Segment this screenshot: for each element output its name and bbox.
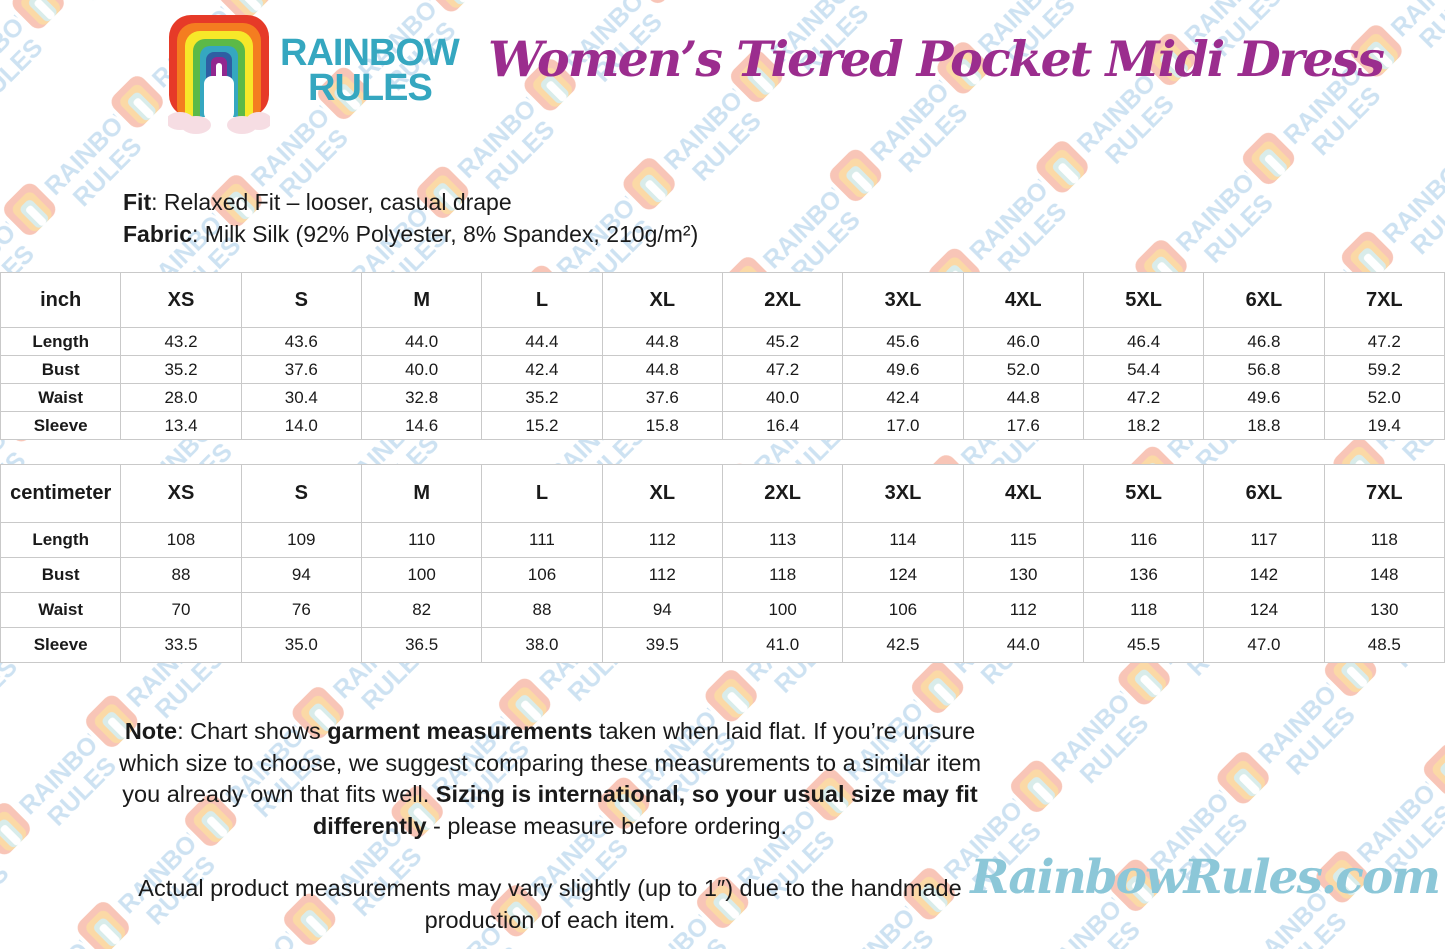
measurement-label: Waist (1, 384, 121, 412)
measurement-value: 49.6 (843, 356, 963, 384)
fit-line: Fit: Relaxed Fit – looser, casual drape (123, 189, 512, 215)
measurement-value: 100 (722, 593, 842, 628)
website-watermark: RainbowRules.com (970, 850, 1439, 905)
measurement-row (1, 523, 1445, 558)
measurement-value: 38.0 (482, 628, 602, 663)
measurement-value: 118 (722, 558, 842, 593)
size-column-header: 4XL (963, 273, 1083, 328)
measurement-value: 47.2 (1083, 384, 1203, 412)
measurement-value: 44.8 (602, 328, 722, 356)
size-table-inch (0, 272, 1445, 440)
measurement-value: 130 (1324, 593, 1444, 628)
measurement-value: 16.4 (722, 412, 842, 440)
measurement-value: 47.2 (722, 356, 842, 384)
measurement-value: 115 (963, 523, 1083, 558)
measurement-value: 142 (1204, 558, 1324, 593)
measurement-row (1, 412, 1445, 440)
measurement-value: 136 (1083, 558, 1203, 593)
size-column-header: S (241, 465, 361, 523)
measurement-value: 44.8 (963, 384, 1083, 412)
size-table-header-row (1, 273, 1445, 328)
measurement-row (1, 558, 1445, 593)
variance-paragraph: Actual product measurements may vary slightly (up to 1″) due to the handmade production of each item. (138, 875, 962, 933)
measurement-value: 46.8 (1204, 328, 1324, 356)
measurement-value: 37.6 (602, 384, 722, 412)
measurement-value: 88 (482, 593, 602, 628)
measurement-value: 94 (602, 593, 722, 628)
measurement-value: 14.6 (361, 412, 481, 440)
measurement-value: 106 (482, 558, 602, 593)
page-title: Women’s Tiered Pocket Midi Dress (488, 30, 1383, 88)
measurement-label: Waist (1, 593, 121, 628)
measurement-value: 116 (1083, 523, 1203, 558)
logo-wordmark-line1: RAINBOW (280, 32, 459, 74)
measurement-value: 54.4 (1083, 356, 1203, 384)
measurement-value: 112 (602, 558, 722, 593)
fabric-line: Fabric: Milk Silk (92% Polyester, 8% Spandex, 210g/m²) (123, 221, 699, 247)
measurement-value: 47.2 (1324, 328, 1444, 356)
logo-wordmark-line2: RULES (308, 66, 432, 109)
measurement-value: 44.0 (361, 328, 481, 356)
measurement-value: 44.8 (602, 356, 722, 384)
size-column-header: XL (602, 273, 722, 328)
measurement-value: 37.6 (241, 356, 361, 384)
measurement-value: 48.5 (1324, 628, 1444, 663)
measurement-value: 39.5 (602, 628, 722, 663)
measurement-value: 44.0 (963, 628, 1083, 663)
measurement-value: 33.5 (121, 628, 241, 663)
note-paragraph: Note: Chart shows garment measurements taken when laid flat. If you’re unsure which size to choose, we suggest comparing these measurements to a similar item you already own that fits well. Sizing is international, so your usual size may fit differently - please measure before ordering. (118, 718, 982, 839)
measurement-value: 45.2 (722, 328, 842, 356)
measurement-value: 52.0 (1324, 384, 1444, 412)
measurement-value: 108 (121, 523, 241, 558)
measurement-label: Sleeve (1, 628, 121, 663)
product-info (123, 186, 698, 250)
size-column-header: 3XL (843, 465, 963, 523)
size-column-header: 3XL (843, 273, 963, 328)
measurement-value: 35.2 (121, 356, 241, 384)
measurement-value: 52.0 (963, 356, 1083, 384)
rainbow-logo-icon (168, 14, 270, 134)
measurement-value: 19.4 (1324, 412, 1444, 440)
measurement-label: Bust (1, 558, 121, 593)
size-column-header: M (361, 273, 481, 328)
measurement-value: 88 (121, 558, 241, 593)
measurement-value: 94 (241, 558, 361, 593)
measurement-value: 112 (963, 593, 1083, 628)
measurement-value: 14.0 (241, 412, 361, 440)
measurement-value: 49.6 (1204, 384, 1324, 412)
measurement-label: Sleeve (1, 412, 121, 440)
size-column-header: 5XL (1083, 273, 1203, 328)
measurement-value: 118 (1324, 523, 1444, 558)
measurement-value: 59.2 (1324, 356, 1444, 384)
size-column-header: 7XL (1324, 465, 1444, 523)
measurement-row (1, 384, 1445, 412)
measurement-value: 117 (1204, 523, 1324, 558)
notes-section (108, 716, 992, 936)
size-column-header: XL (602, 465, 722, 523)
measurement-value: 70 (121, 593, 241, 628)
measurement-label: Length (1, 523, 121, 558)
size-column-header: 6XL (1204, 465, 1324, 523)
measurement-value: 113 (722, 523, 842, 558)
measurement-value: 30.4 (241, 384, 361, 412)
measurement-value: 148 (1324, 558, 1444, 593)
measurement-value: 43.6 (241, 328, 361, 356)
measurement-value: 114 (843, 523, 963, 558)
logo-wordmark (280, 32, 459, 109)
measurement-row (1, 328, 1445, 356)
measurement-value: 40.0 (722, 384, 842, 412)
measurement-value: 130 (963, 558, 1083, 593)
measurement-value: 17.6 (963, 412, 1083, 440)
measurement-value: 111 (482, 523, 602, 558)
measurement-value: 44.4 (482, 328, 602, 356)
measurement-value: 46.0 (963, 328, 1083, 356)
size-column-header: L (482, 273, 602, 328)
measurement-value: 76 (241, 593, 361, 628)
measurement-value: 124 (843, 558, 963, 593)
size-column-header: 2XL (722, 465, 842, 523)
measurement-label: Bust (1, 356, 121, 384)
measurement-value: 82 (361, 593, 481, 628)
measurement-value: 32.8 (361, 384, 481, 412)
measurement-value: 18.8 (1204, 412, 1324, 440)
measurement-value: 13.4 (121, 412, 241, 440)
measurement-value: 36.5 (361, 628, 481, 663)
measurement-value: 100 (361, 558, 481, 593)
measurement-row (1, 628, 1445, 663)
rainbow-rules-logo (168, 14, 459, 134)
size-column-header: 2XL (722, 273, 842, 328)
measurement-value: 124 (1204, 593, 1324, 628)
size-column-header: 7XL (1324, 273, 1444, 328)
measurement-value: 35.0 (241, 628, 361, 663)
size-column-header: 4XL (963, 465, 1083, 523)
measurement-value: 110 (361, 523, 481, 558)
size-column-header: 5XL (1083, 465, 1203, 523)
size-table-centimeter (0, 464, 1445, 663)
size-column-header: L (482, 465, 602, 523)
measurement-value: 46.4 (1083, 328, 1203, 356)
size-column-header: XS (121, 273, 241, 328)
measurement-row (1, 593, 1445, 628)
unit-label: inch (1, 273, 121, 328)
measurement-value: 35.2 (482, 384, 602, 412)
size-column-header: S (241, 273, 361, 328)
measurement-value: 45.5 (1083, 628, 1203, 663)
measurement-value: 18.2 (1083, 412, 1203, 440)
measurement-value: 45.6 (843, 328, 963, 356)
measurement-value: 17.0 (843, 412, 963, 440)
measurement-value: 42.4 (482, 356, 602, 384)
measurement-value: 47.0 (1204, 628, 1324, 663)
measurement-value: 106 (843, 593, 963, 628)
measurement-label: Length (1, 328, 121, 356)
size-column-header: XS (121, 465, 241, 523)
measurement-value: 56.8 (1204, 356, 1324, 384)
measurement-value: 15.8 (602, 412, 722, 440)
measurement-value: 41.0 (722, 628, 842, 663)
measurement-value: 40.0 (361, 356, 481, 384)
measurement-value: 109 (241, 523, 361, 558)
unit-label: centimeter (1, 465, 121, 523)
measurement-value: 42.4 (843, 384, 963, 412)
size-table-header-row (1, 465, 1445, 523)
measurement-value: 15.2 (482, 412, 602, 440)
measurement-row (1, 356, 1445, 384)
measurement-value: 43.2 (121, 328, 241, 356)
measurement-value: 42.5 (843, 628, 963, 663)
measurement-value: 112 (602, 523, 722, 558)
size-column-header: 6XL (1204, 273, 1324, 328)
size-column-header: M (361, 465, 481, 523)
measurement-value: 118 (1083, 593, 1203, 628)
measurement-value: 28.0 (121, 384, 241, 412)
